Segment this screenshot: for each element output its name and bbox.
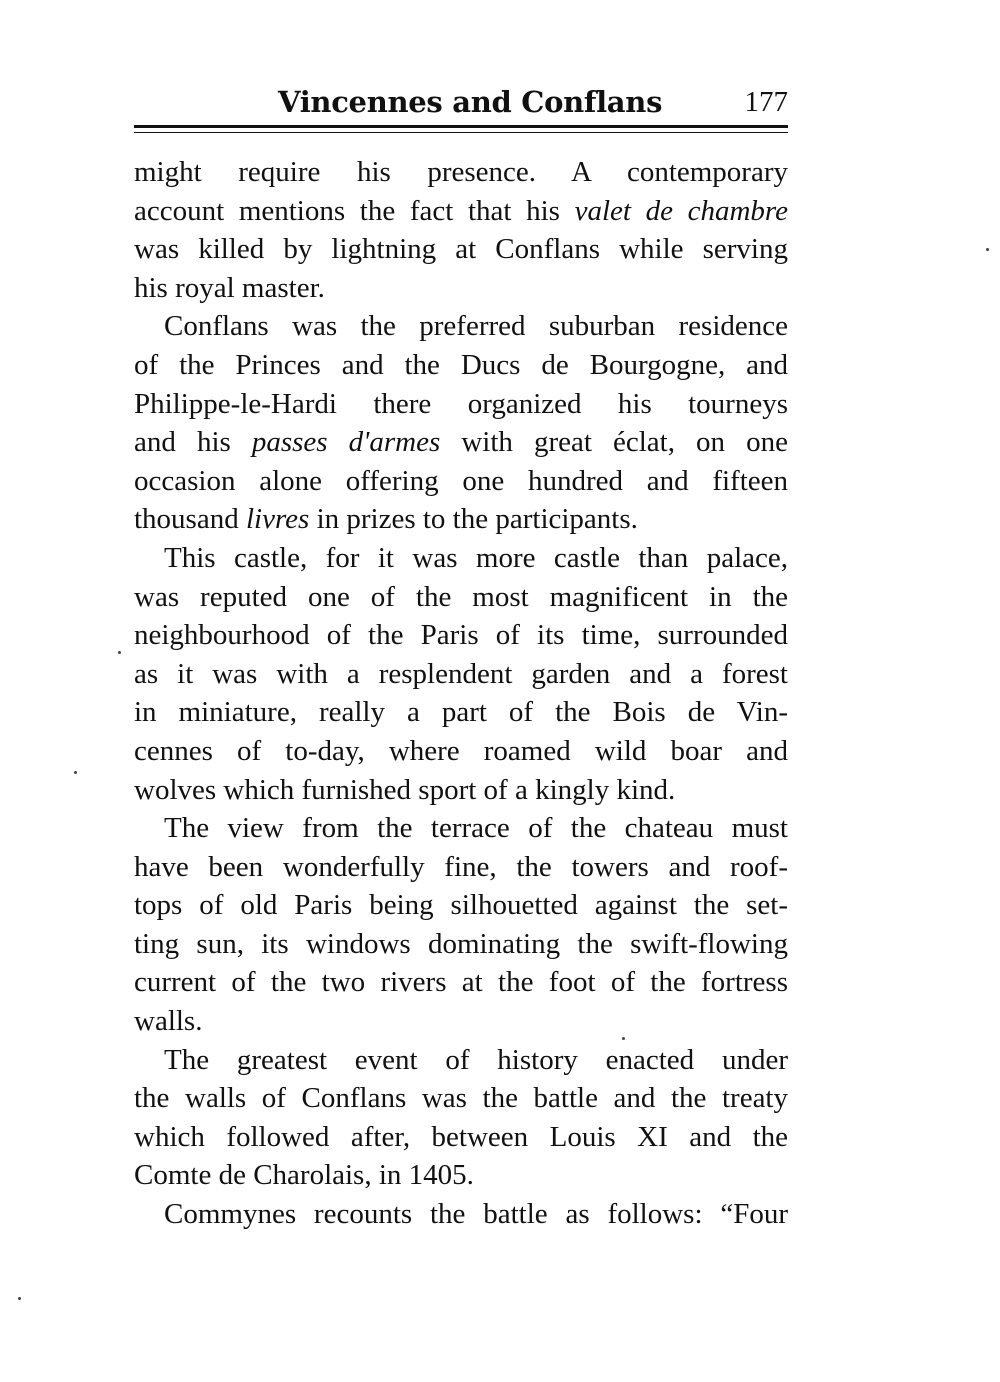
text-line: account mentions the fact that his valet de chambre <box>134 194 789 227</box>
paragraph <box>134 809 788 1041</box>
text-line: of the Princes and the Ducs de Bourgogne, and <box>134 348 788 381</box>
text-line: as it was with a resplendent garden and a forest <box>134 657 788 690</box>
scan-speck <box>118 651 121 654</box>
italic-phrase: valet de chambre <box>574 194 789 227</box>
text-line: current of the two rivers at the foot of the fortress <box>134 966 788 999</box>
text-line: was killed by lightning at Conflans while serving <box>134 233 788 266</box>
paragraph <box>134 1041 788 1195</box>
text-line: and his passes d'armes with great éclat, on one <box>134 426 788 459</box>
text-line: tops of old Paris being silhouetted against the set- <box>134 889 788 922</box>
text-line: in miniature, really a part of the Bois de Vin- <box>134 696 788 729</box>
text-line: cennes of to-day, where roamed wild boar and <box>134 734 788 767</box>
text-line: the walls of Conflans was the battle and the treaty <box>134 1082 788 1115</box>
text-line: This castle, for it was more castle than palace, <box>164 541 788 574</box>
text-line: Comte de Charolais, in 1405. <box>134 1159 474 1192</box>
text-line: Commynes recounts the battle as follows: “Four <box>164 1198 788 1231</box>
text-line: might require his presence. A contemporary <box>134 156 788 188</box>
paragraph <box>134 153 788 307</box>
paragraph <box>134 1195 788 1234</box>
scan-speck <box>986 248 989 251</box>
header-rule-thin <box>134 132 788 133</box>
running-title: Vincennes and Conflans <box>278 85 663 119</box>
text-line: Conflans was the preferred suburban residence <box>164 310 788 343</box>
text-line: occasion alone offering one hundred and fifteen <box>134 464 788 497</box>
text-line: have been wonderfully fine, the towers and roof- <box>134 850 788 883</box>
text-line: The view from the terrace of the chateau must <box>164 812 788 845</box>
italic-phrase: livres <box>245 503 310 536</box>
text-line: neighbourhood of the Paris of its time, surrounded <box>134 619 788 652</box>
scan-speck <box>74 771 77 774</box>
running-head <box>134 80 788 124</box>
text-line: Philippe-le-Hardi there organized his tourneys <box>134 387 788 420</box>
paragraph <box>134 539 788 809</box>
text-line: The greatest event of history enacted under <box>164 1043 788 1076</box>
text-line: which followed after, between Louis XI and the <box>134 1120 788 1153</box>
header-rule-thick <box>134 125 788 128</box>
scan-speck <box>18 1297 21 1300</box>
body-text <box>134 153 788 1234</box>
text-line: wolves which furnished sport of a kingly kind. <box>134 773 676 806</box>
italic-phrase: passes d'armes <box>251 426 441 459</box>
text-line: his royal master. <box>134 271 325 304</box>
paragraph <box>134 307 788 539</box>
text-line: ting sun, its windows dominating the swift-flowing <box>134 927 788 960</box>
text-line: was reputed one of the most magnificent in the <box>134 580 788 613</box>
page-number: 177 <box>744 86 788 118</box>
text-line: thousand livres in prizes to the participants. <box>134 503 638 536</box>
scan-speck <box>622 1037 625 1040</box>
text-line: walls. <box>134 1005 203 1038</box>
